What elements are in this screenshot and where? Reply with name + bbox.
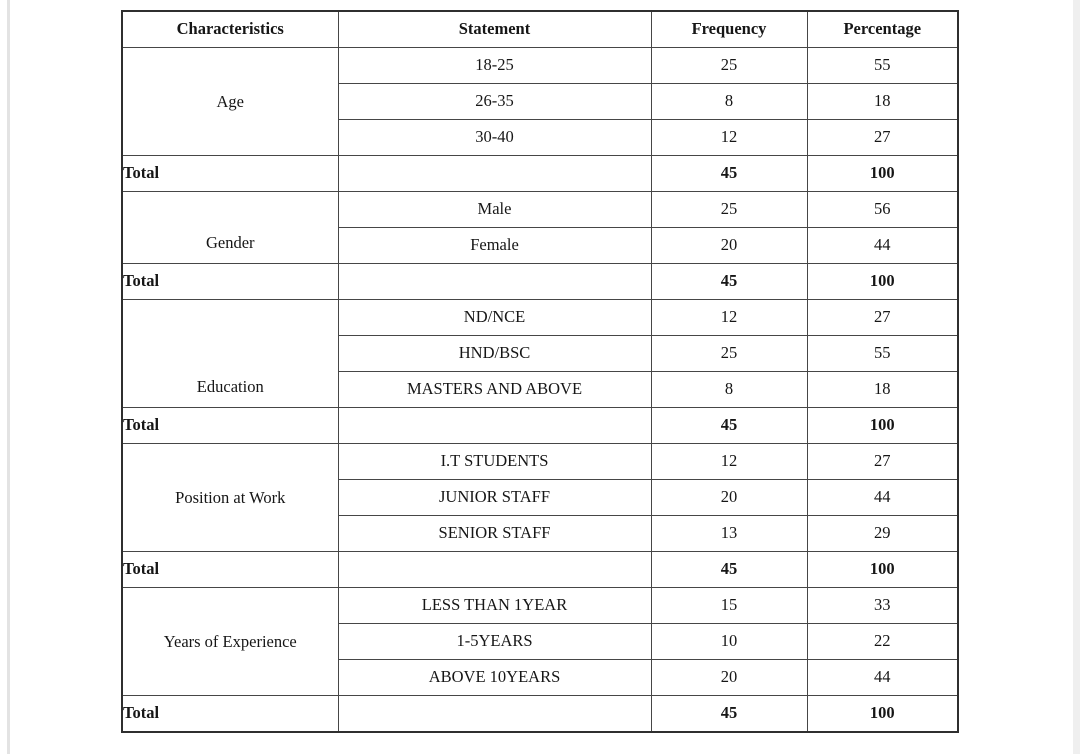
statement-cell: 26-35: [338, 84, 651, 120]
total-percentage: 100: [807, 552, 958, 588]
statement-cell: 18-25: [338, 48, 651, 84]
total-frequency: 45: [651, 696, 807, 733]
group-label: Position at Work: [175, 487, 286, 507]
total-frequency: 45: [651, 156, 807, 192]
demographics-table: [121, 10, 959, 733]
empty-cell: [338, 552, 651, 588]
frequency-cell: 12: [651, 120, 807, 156]
frequency-cell: 20: [651, 228, 807, 264]
col-header-percentage: Percentage: [807, 11, 958, 48]
table-row: [122, 192, 958, 228]
statement-cell: ABOVE 10YEARS: [338, 660, 651, 696]
table-row: [122, 588, 958, 624]
group-cell-experience: [122, 588, 338, 696]
table-row: [122, 444, 958, 480]
total-percentage: 100: [807, 408, 958, 444]
frequency-cell: 25: [651, 336, 807, 372]
empty-cell: [338, 696, 651, 733]
total-row: [122, 552, 958, 588]
statement-cell: ND/NCE: [338, 300, 651, 336]
group-cell-age: [122, 48, 338, 156]
frequency-cell: 12: [651, 444, 807, 480]
col-header-characteristics: Characteristics: [122, 11, 338, 48]
statement-cell: 1-5YEARS: [338, 624, 651, 660]
page-edge-left: [7, 0, 10, 754]
total-row: [122, 696, 958, 733]
percentage-cell: 44: [807, 480, 958, 516]
percentage-cell: 18: [807, 372, 958, 408]
percentage-cell: 29: [807, 516, 958, 552]
percentage-cell: 44: [807, 660, 958, 696]
total-frequency: 45: [651, 408, 807, 444]
percentage-cell: 55: [807, 336, 958, 372]
total-row: [122, 156, 958, 192]
total-percentage: 100: [807, 264, 958, 300]
table-row: [122, 48, 958, 84]
statement-cell: MASTERS AND ABOVE: [338, 372, 651, 408]
statement-cell: Male: [338, 192, 651, 228]
empty-cell: [338, 264, 651, 300]
group-label: Years of Experience: [163, 631, 297, 651]
frequency-cell: 15: [651, 588, 807, 624]
group-label: Gender: [205, 233, 255, 253]
frequency-cell: 20: [651, 480, 807, 516]
percentage-cell: 55: [807, 48, 958, 84]
group-cell-education: [122, 300, 338, 408]
percentage-cell: 27: [807, 300, 958, 336]
percentage-cell: 22: [807, 624, 958, 660]
group-label: Education: [196, 376, 264, 396]
col-header-frequency: Frequency: [651, 11, 807, 48]
total-percentage: 100: [807, 696, 958, 733]
statement-cell: JUNIOR STAFF: [338, 480, 651, 516]
statement-cell: 30-40: [338, 120, 651, 156]
statement-cell: I.T STUDENTS: [338, 444, 651, 480]
col-header-statement: Statement: [338, 11, 651, 48]
frequency-cell: 25: [651, 192, 807, 228]
total-label: Total: [122, 696, 338, 733]
total-label: Total: [122, 264, 338, 300]
table-row: [122, 300, 958, 336]
total-label: Total: [122, 156, 338, 192]
percentage-cell: 18: [807, 84, 958, 120]
frequency-cell: 10: [651, 624, 807, 660]
frequency-cell: 8: [651, 372, 807, 408]
total-frequency: 45: [651, 552, 807, 588]
frequency-cell: 25: [651, 48, 807, 84]
percentage-cell: 33: [807, 588, 958, 624]
group-cell-gender: [122, 192, 338, 264]
frequency-cell: 13: [651, 516, 807, 552]
header-row: [122, 11, 958, 48]
total-row: [122, 264, 958, 300]
percentage-cell: 27: [807, 120, 958, 156]
total-row: [122, 408, 958, 444]
page-edge-right: [1073, 0, 1080, 754]
statement-cell: Female: [338, 228, 651, 264]
total-frequency: 45: [651, 264, 807, 300]
statement-cell: LESS THAN 1YEAR: [338, 588, 651, 624]
empty-cell: [338, 408, 651, 444]
statement-cell: HND/BSC: [338, 336, 651, 372]
statement-cell: SENIOR STAFF: [338, 516, 651, 552]
percentage-cell: 56: [807, 192, 958, 228]
frequency-cell: 20: [651, 660, 807, 696]
total-label: Total: [122, 408, 338, 444]
frequency-cell: 12: [651, 300, 807, 336]
group-cell-position: [122, 444, 338, 552]
percentage-cell: 44: [807, 228, 958, 264]
total-label: Total: [122, 552, 338, 588]
percentage-cell: 27: [807, 444, 958, 480]
group-label: Age: [216, 91, 244, 111]
frequency-cell: 8: [651, 84, 807, 120]
empty-cell: [338, 156, 651, 192]
total-percentage: 100: [807, 156, 958, 192]
